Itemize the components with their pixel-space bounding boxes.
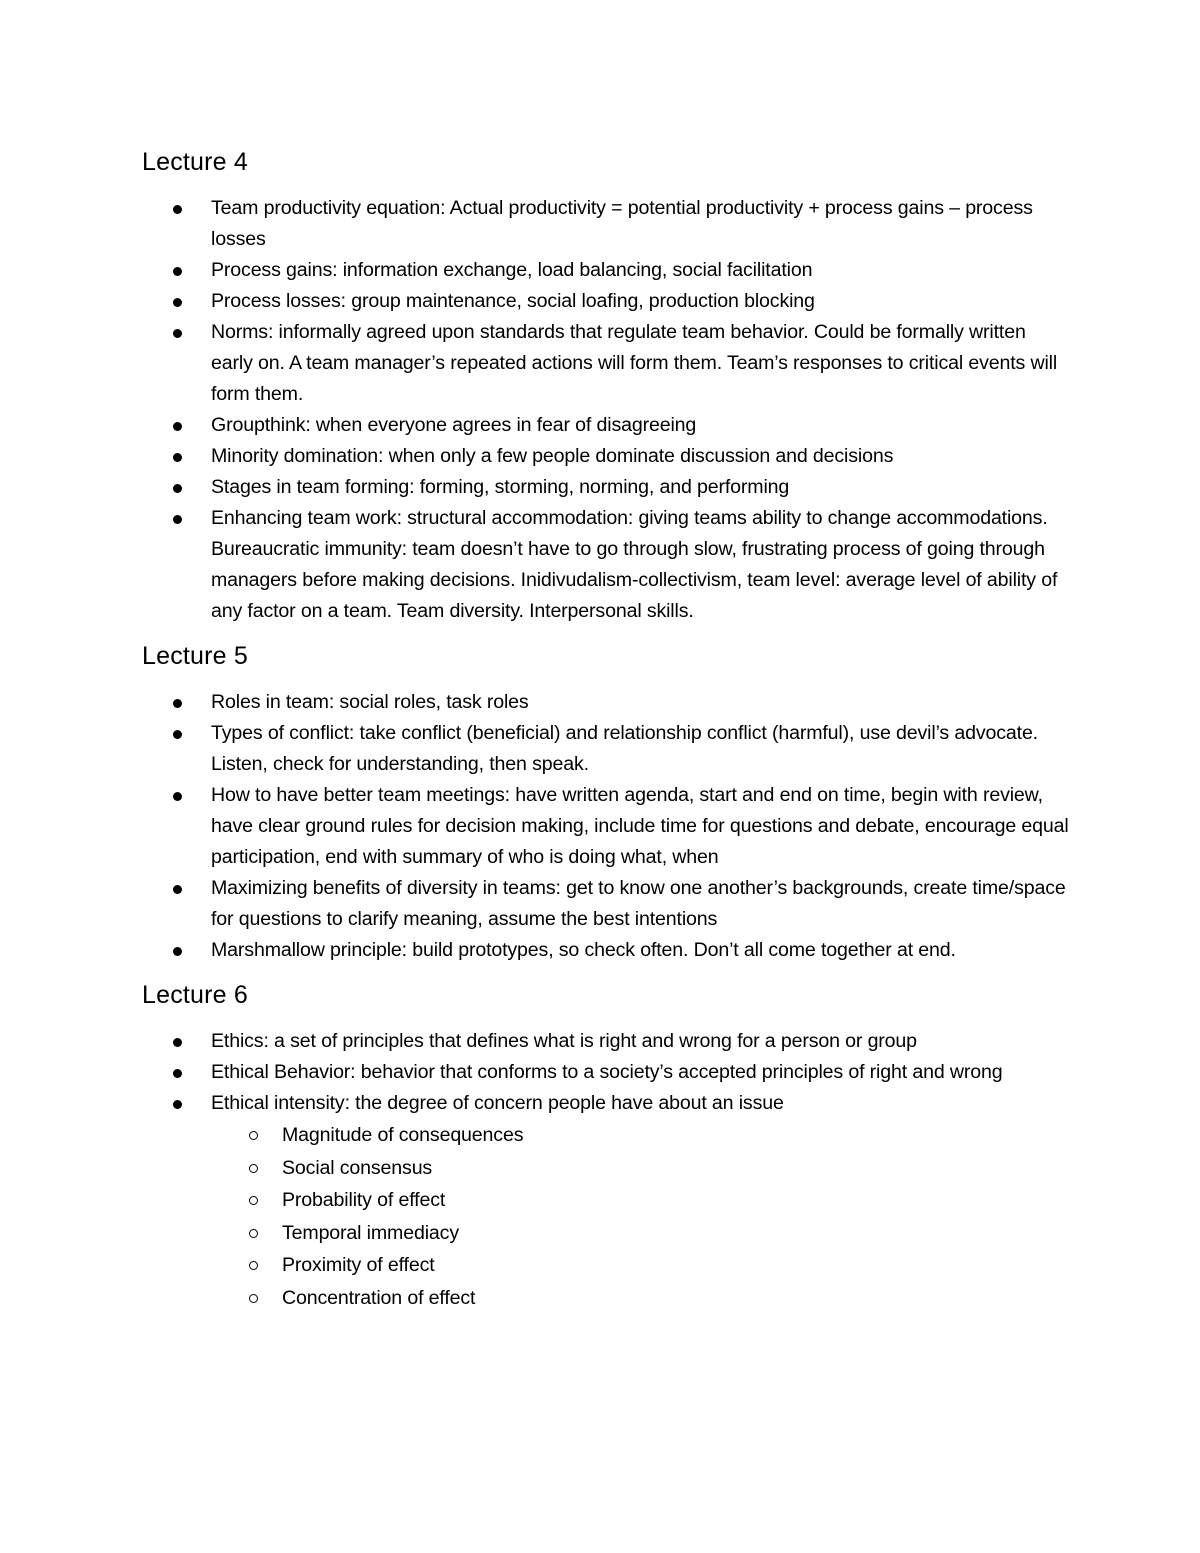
list-item-text: Enhancing team work: structural accommodation: giving teams ability to change accommodations. Bureaucratic immunity: team doesn’t have to go through slow, frustrating process of going through managers before making decisions. Inidivudalism-collectivism, team level: average level of ability of any factor on a team. Team diversity. Interpersonal skills. — [211, 507, 1058, 622]
list-item-text: Maximizing benefits of diversity in teams: get to know one another’s backgrounds, create time/space for questions to clarify meaning, assume the best intentions — [211, 877, 1066, 930]
list-item — [142, 780, 1072, 873]
sub-list-item-text: Temporal immediacy — [282, 1221, 459, 1244]
bullet-icon — [173, 298, 182, 307]
list-item-text: Ethics: a set of principles that defines what is right and wrong for a person or group — [211, 1030, 917, 1052]
section-title: Lecture 5 — [142, 642, 249, 670]
bullet-icon — [173, 267, 182, 276]
list-item — [142, 441, 1072, 472]
sub-list-item-text: Concentration of effect — [282, 1286, 476, 1309]
list-item-text: Minority domination: when only a few people dominate discussion and decisions — [211, 445, 894, 467]
bullet-icon — [173, 885, 182, 894]
sub-list-item — [142, 1282, 1072, 1315]
sub-bullet-list — [142, 1119, 1072, 1314]
bullet-icon — [173, 205, 182, 214]
bullet-list — [142, 193, 1072, 627]
bullet-icon — [173, 730, 182, 739]
section-lecture-6 — [142, 976, 1072, 1314]
list-item-text: Roles in team: social roles, task roles — [211, 691, 529, 713]
bullet-icon — [173, 1038, 182, 1047]
list-item — [142, 317, 1072, 410]
list-item — [142, 873, 1072, 935]
sub-list-item-text: Social consensus — [282, 1156, 433, 1179]
sub-list-item-text: Proximity of effect — [282, 1254, 435, 1276]
list-item — [142, 1057, 1072, 1088]
document-content — [142, 143, 1072, 1314]
list-item-text: Types of conflict: take conflict (beneficial) and relationship conflict (harmful), use devil’s advocate. Listen, check for understanding, then speak. — [211, 722, 1038, 775]
list-item-text: Process losses: group maintenance, social loafing, production blocking — [211, 290, 815, 312]
hollow-circle-bullet-icon — [249, 1131, 258, 1140]
list-item-text: How to have better team meetings: have written agenda, start and end on time, begin with review, have clear ground rules for decision making, include time for questions and debate, encourage equal participation, end with summary of who is doing what, when — [211, 784, 1069, 868]
section-title: Lecture 4 — [142, 148, 249, 176]
list-item — [142, 472, 1072, 503]
hollow-circle-bullet-icon — [249, 1294, 258, 1303]
list-item-text: Groupthink: when everyone agrees in fear of disagreeing — [211, 414, 697, 436]
list-item-text: Team productivity equation: Actual productivity = potential productivity + process gains – process losses — [211, 197, 1033, 250]
section-title: Lecture 6 — [142, 981, 249, 1009]
list-item-text: Ethical Behavior: behavior that conforms to a society’s accepted principles of right and wrong — [211, 1061, 1003, 1083]
list-item — [142, 1088, 1072, 1119]
bullet-icon — [173, 453, 182, 462]
list-item — [142, 503, 1072, 627]
sub-list-item — [142, 1184, 1072, 1217]
list-item — [142, 255, 1072, 286]
bullet-icon — [173, 1069, 182, 1078]
sub-list-item — [142, 1152, 1072, 1185]
bullet-icon — [173, 422, 182, 431]
bullet-icon — [173, 947, 182, 956]
hollow-circle-bullet-icon — [249, 1261, 258, 1270]
list-item — [142, 193, 1072, 255]
bullet-icon — [173, 699, 182, 708]
bullet-icon — [173, 515, 182, 524]
list-item — [142, 410, 1072, 441]
list-item-text: Stages in team forming: forming, storming, norming, and performing — [211, 476, 790, 498]
sub-list-item — [142, 1217, 1072, 1250]
bullet-icon — [173, 792, 182, 801]
hollow-circle-bullet-icon — [249, 1164, 258, 1173]
bullet-icon — [173, 329, 182, 338]
list-item — [142, 718, 1072, 780]
list-item-text: Marshmallow principle: build prototypes, so check often. Don’t all come together at end. — [211, 939, 956, 961]
hollow-circle-bullet-icon — [249, 1196, 258, 1205]
sub-list-item-text: Magnitude of consequences — [282, 1124, 524, 1146]
sub-list-item — [142, 1249, 1072, 1282]
section-lecture-5 — [142, 637, 1072, 966]
sub-list-item-text: Probability of effect — [282, 1189, 446, 1211]
list-item — [142, 286, 1072, 317]
bullet-icon — [173, 484, 182, 493]
section-lecture-4 — [142, 143, 1072, 627]
bullet-list — [142, 687, 1072, 966]
list-item-text: Norms: informally agreed upon standards that regulate team behavior. Could be formally written early on. A team manager’s repeated actions will form them. Team’s responses to critical events will form them. — [211, 321, 1058, 405]
hollow-circle-bullet-icon — [249, 1229, 258, 1238]
list-item-text: Ethical intensity: the degree of concern people have about an issue — [211, 1092, 784, 1114]
list-item — [142, 1026, 1072, 1057]
bullet-icon — [173, 1100, 182, 1109]
list-item-text: Process gains: information exchange, load balancing, social facilitation — [211, 259, 813, 281]
list-item — [142, 687, 1072, 718]
list-item — [142, 935, 1072, 966]
bullet-list — [142, 1026, 1072, 1119]
sub-list-item — [142, 1119, 1072, 1152]
